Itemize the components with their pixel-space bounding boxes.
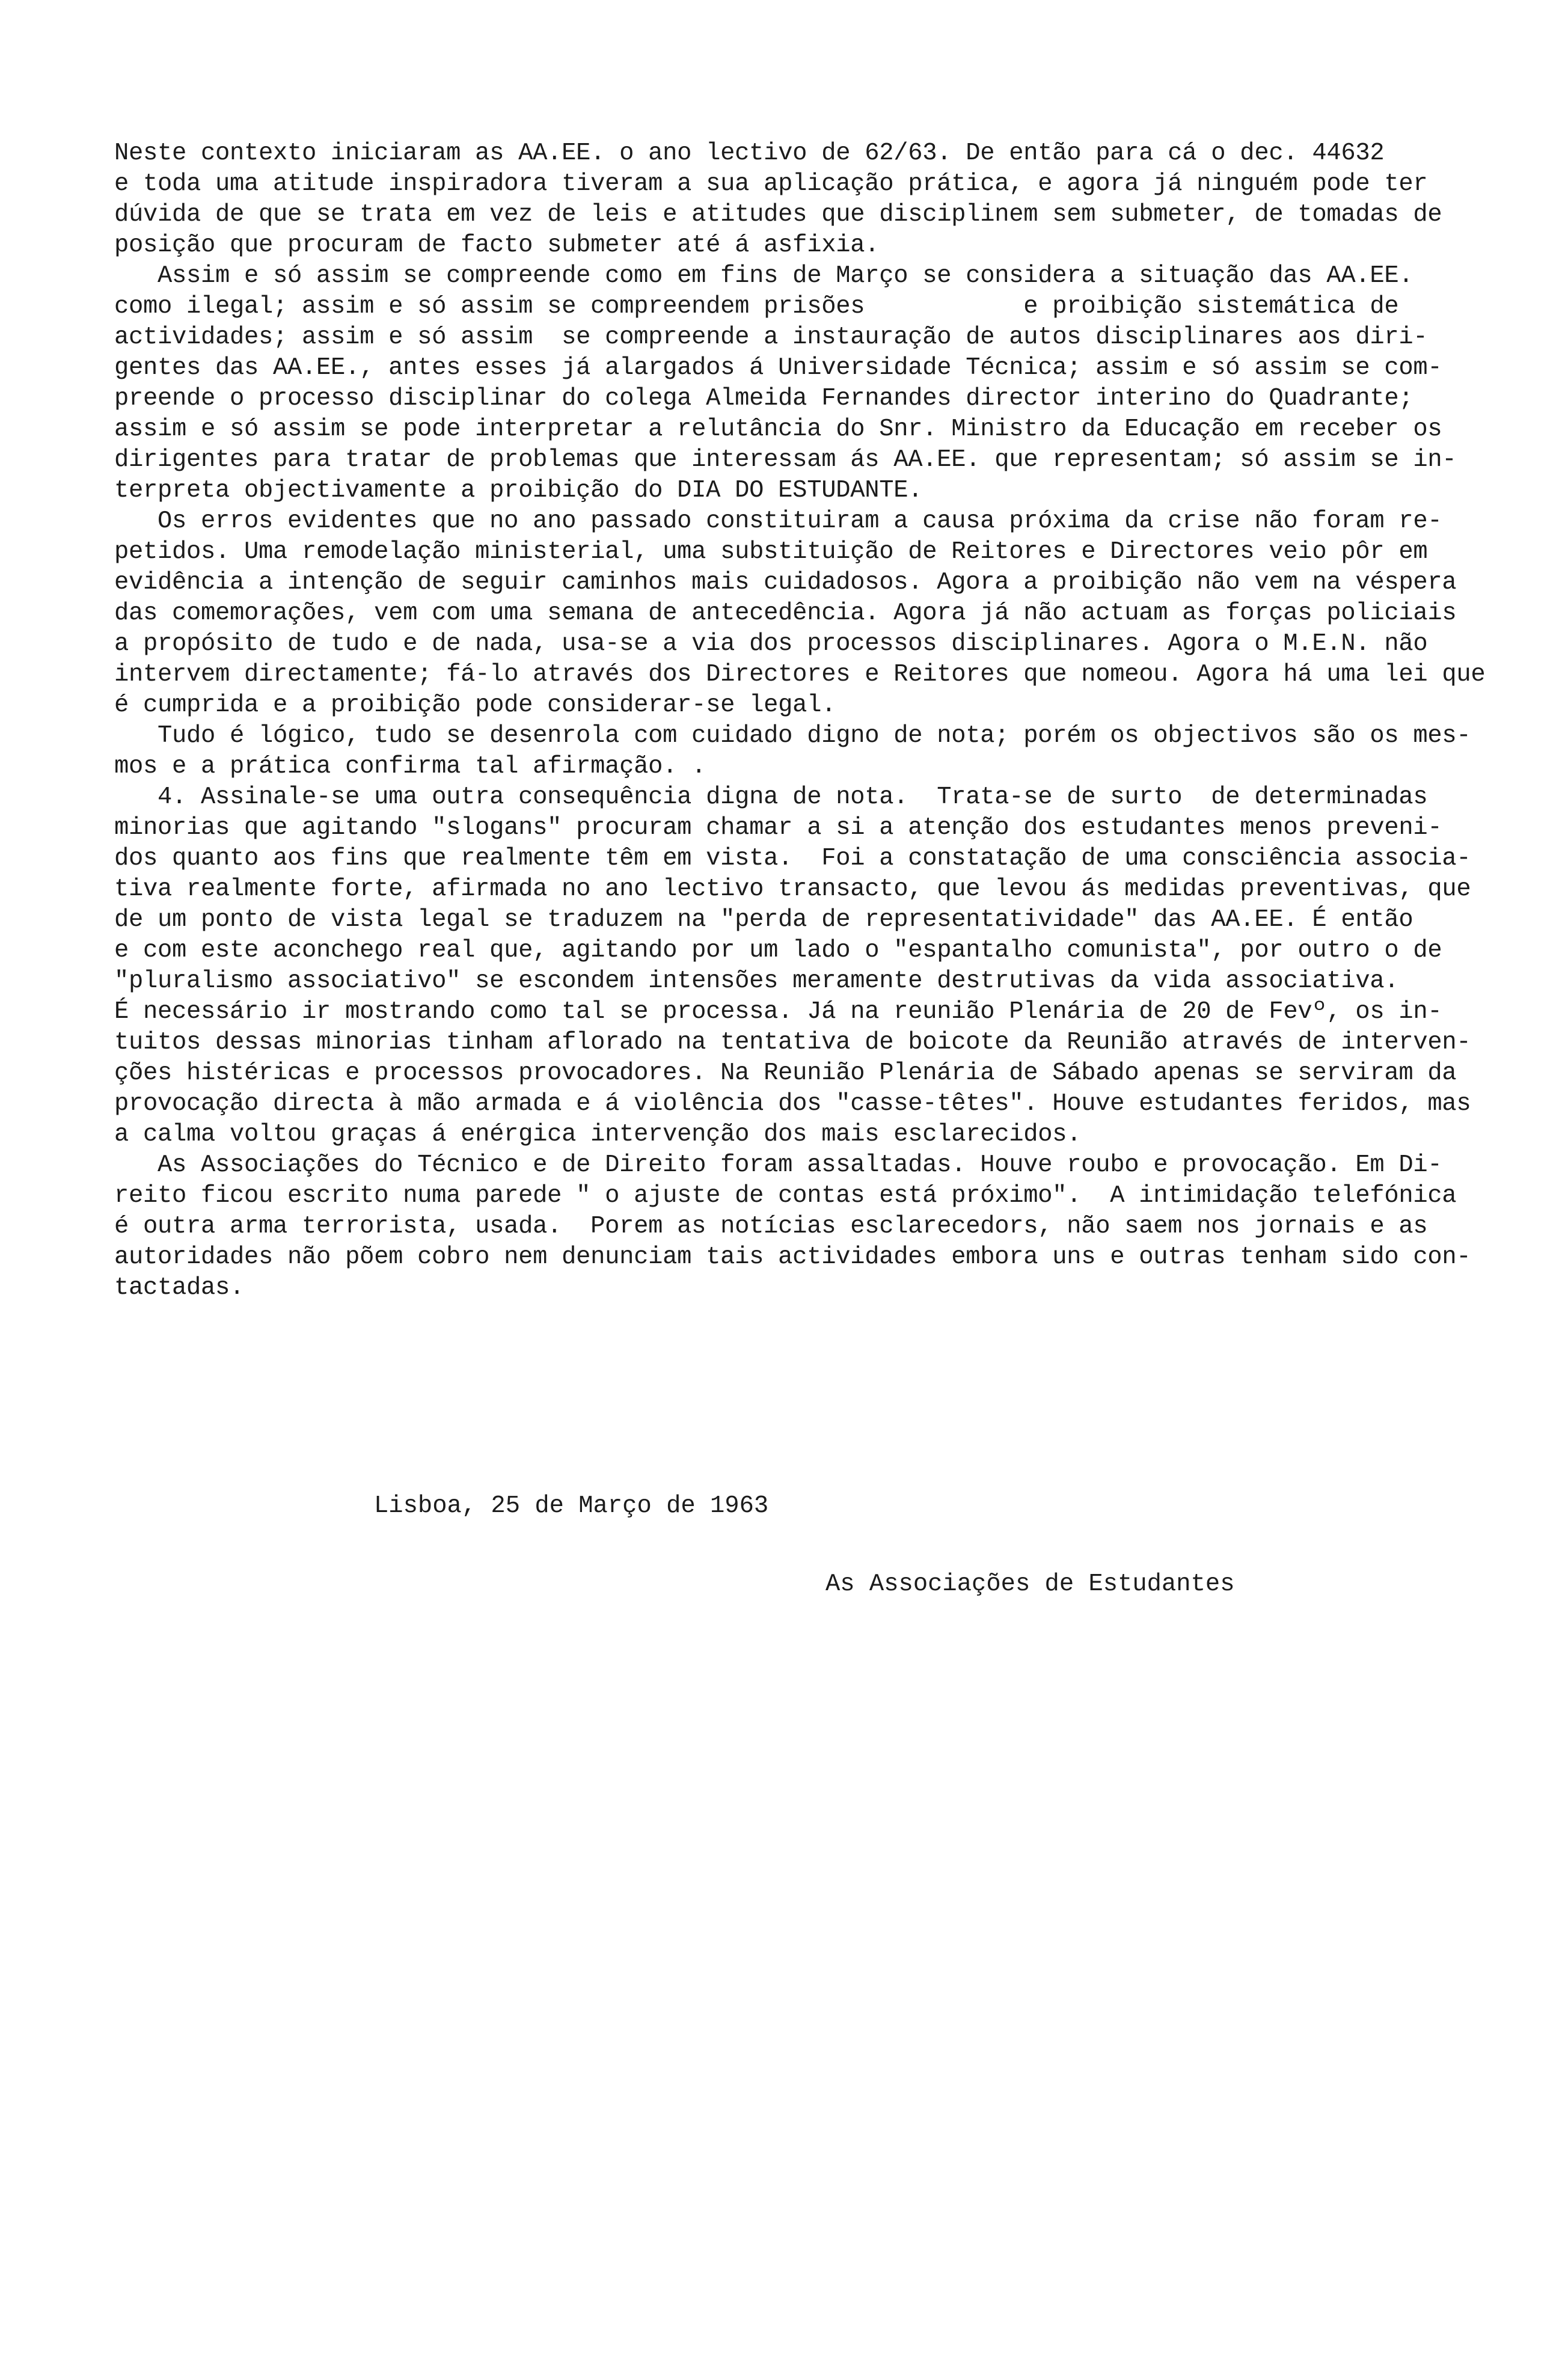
text-line: Os erros evidentes que no ano passado constituiram a causa próxima da crise não foram re- (114, 507, 1442, 535)
text-line: tuitos dessas minorias tinham aflorado na tentativa de boicote da Reunião através de interven- (114, 1029, 1471, 1056)
text-line: preende o processo disciplinar do colega Almeida Fernandes director interino do Quadrante; (114, 385, 1413, 412)
text-line: tiva realmente forte, afirmada no ano lectivo transacto, que levou ás medidas preventivas, que (114, 875, 1471, 903)
text-line: tactadas. (114, 1274, 245, 1302)
text-line: evidência a intenção de seguir caminhos mais cuidadosos. Agora a proibição não vem na véspera (114, 569, 1457, 596)
text-line: 4. Assinale-se uma outra consequência digna de nota. Trata-se de surto de determinadas (114, 783, 1428, 811)
text-line: intervem directamente; fá-lo através dos Directores e Reitores que nomeou. Agora há uma lei que (114, 661, 1486, 688)
text-line: mos e a prática confirma tal afirmação. . (114, 753, 706, 780)
text-line: ções histéricas e processos provocadores. Na Reunião Plenária de Sábado apenas se serviram da (114, 1059, 1457, 1087)
text-line: de um ponto de vista legal se traduzem na "perda de representatividade" das AA.EE. É então (114, 906, 1413, 934)
text-line: minorias que agitando "slogans" procuram chamar a si a atenção dos estudantes menos preveni- (114, 814, 1442, 842)
text-line: petidos. Uma remodelação ministerial, uma substituição de Reitores e Directores veio pôr em (114, 538, 1428, 566)
text-line: É necessário ir mostrando como tal se processa. Já na reunião Plenária de 20 de Fevº, os in- (114, 998, 1442, 1026)
text-line: "pluralismo associativo" se escondem intensões meramente destrutivas da vida associativa. (114, 967, 1399, 995)
text-line: posição que procuram de facto submeter até á asfixia. (114, 231, 880, 259)
text-line: terpreta objectivamente a proibição do DIA DO ESTUDANTE. (114, 477, 923, 504)
text-line: e toda uma atitude inspiradora tiveram a sua aplicação prática, e agora já ninguém pode ter (114, 170, 1428, 198)
text-line: a calma voltou graças á enérgica intervenção dos mais esclarecidos. (114, 1121, 1082, 1148)
text-line: reito ficou escrito numa parede " o ajuste de contas está próximo". A intimidação telefónica (114, 1182, 1457, 1210)
text-line: actividades; assim e só assim se compreende a instauração de autos disciplinares aos diri- (114, 323, 1428, 351)
text-line: das comemorações, vem com uma semana de antecedência. Agora já não actuam as forças policiais (114, 599, 1457, 627)
text-line: como ilegal; assim e só assim se compreendem prisões e proibição sistemática de (114, 293, 1399, 320)
text-line: Tudo é lógico, tudo se desenrola com cuidado digno de nota; porém os objectivos são os mes- (114, 722, 1471, 750)
text-line: a propósito de tudo e de nada, usa-se a via dos processos disciplinares. Agora o M.E.N. não (114, 630, 1428, 658)
text-line: Assim e só assim se compreende como em fins de Março se considera a situação das AA.EE. (114, 262, 1413, 290)
document-body (114, 138, 1521, 1303)
date-line: Lisboa, 25 de Março de 1963 (374, 1492, 769, 1520)
text-line: dos quanto aos fins que realmente têm em vista. Foi a constatação de uma consciência associa- (114, 845, 1471, 872)
text-line: Neste contexto iniciaram as AA.EE. o ano lectivo de 62/63. De então para cá o dec. 44632 (114, 139, 1385, 167)
text-line: é outra arma terrorista, usada. Porem as notícias esclarecedors, não saem nos jornais e as (114, 1213, 1428, 1240)
text-line: dúvida de que se trata em vez de leis e atitudes que disciplinem sem submeter, de tomadas de (114, 201, 1442, 228)
text-line: As Associações do Técnico e de Direito foram assaltadas. Houve roubo e provocação. Em Di- (114, 1151, 1442, 1179)
text-line: e com este aconchego real que, agitando por um lado o "espantalho comunista", por outro o de (114, 937, 1442, 964)
signature: As Associações de Estudantes (825, 1570, 1235, 1598)
text-line: gentes das AA.EE., antes esses já alargados á Universidade Técnica; assim e só assim se com- (114, 354, 1442, 382)
text-line: provocação directa à mão armada e á violência dos "casse-têtes". Houve estudantes feridos, mas (114, 1090, 1471, 1118)
text-line: assim e só assim se pode interpretar a relutância do Snr. Ministro da Educação em receber os (114, 415, 1442, 443)
text-line: dirigentes para tratar de problemas que interessam ás AA.EE. que representam; só assim se in- (114, 446, 1457, 474)
text-line: é cumprida e a proibição pode considerar-se legal. (114, 691, 836, 719)
text-line: autoridades não põem cobro nem denunciam tais actividades embora uns e outras tenham sido con- (114, 1243, 1471, 1271)
